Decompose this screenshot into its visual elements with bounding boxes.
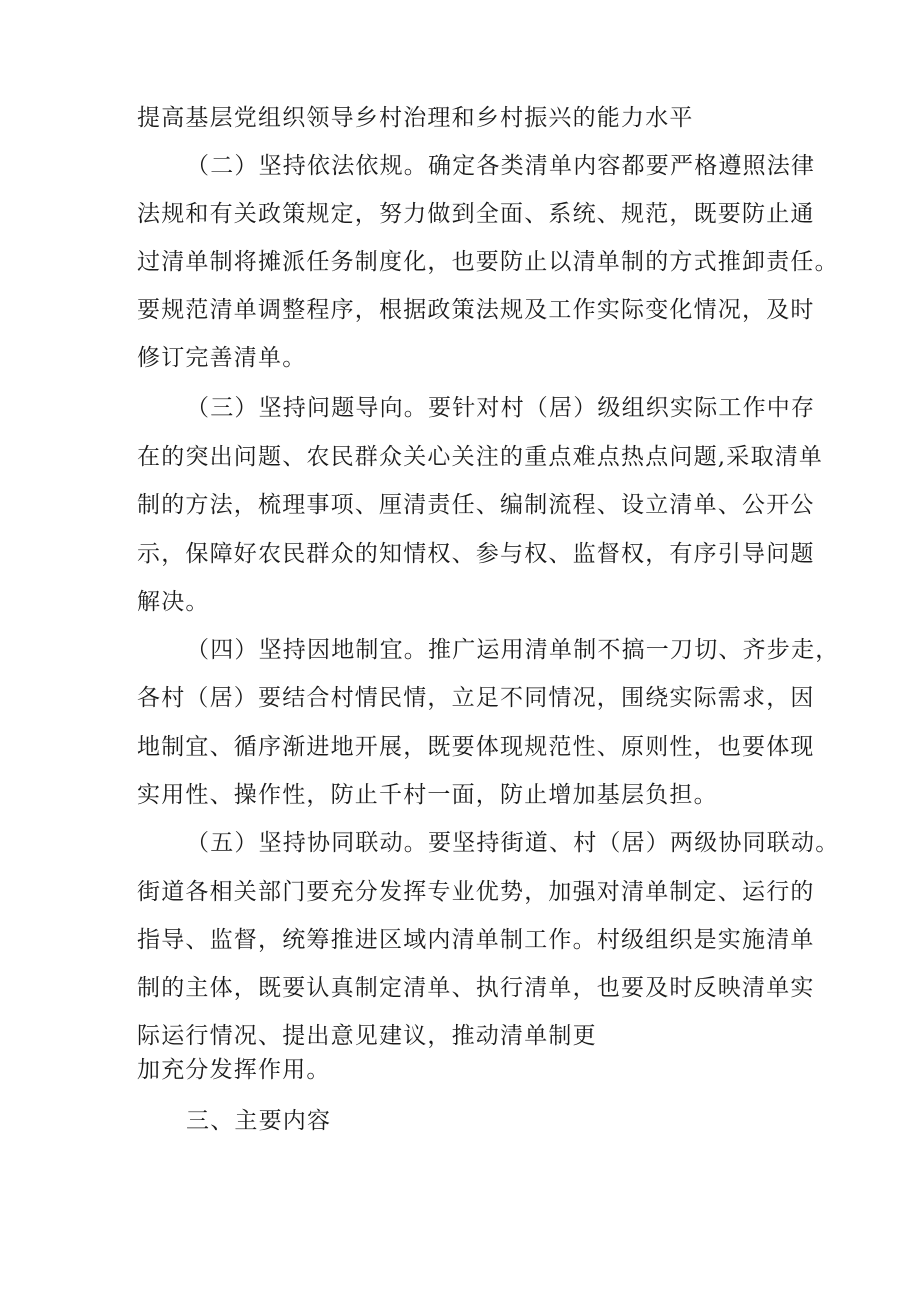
paragraph-5-line-2: 街道各相关部门要充分发挥专业优势，加强对清单制定、运行的 — [137, 879, 815, 905]
paragraph-3-line-3: 制的方法，梳理事项、厘清责任、编制流程、设立清单、公开公 — [137, 492, 815, 518]
paragraph-3-line-4: 示，保障好农民群众的知情权、参与权、监督权，有序引导问题 — [137, 541, 815, 567]
paragraph-1-line-1: 提高基层党组织领导乡村治理和乡村振兴的能力水平 — [137, 105, 694, 131]
section-heading-main-content: 三、主要内容 — [186, 1108, 332, 1134]
paragraph-5-line-3: 指导、监督，统筹推进区域内清单制工作。村级组织是实施清单 — [137, 927, 815, 953]
paragraph-5-line-5: 际运行情况、提出意见建议，推动清单制更 — [137, 1023, 597, 1049]
paragraph-2-line-2: 法规和有关政策规定，努力做到全面、系统、规范，既要防止通 — [137, 201, 815, 227]
paragraph-2-line-4: 要规范清单调整程序，根据政策法规及工作实际变化情况，及时 — [137, 297, 815, 323]
paragraph-4-line-3: 地制宜、循序渐进地开展，既要体现规范性、原则性，也要体现 — [137, 734, 815, 760]
paragraph-2-line-5: 修订完善清单。 — [137, 345, 307, 371]
paragraph-5-line-6: 加充分发挥作用。 — [137, 1057, 331, 1083]
paragraph-3-line-2: 在的突出问题、农民群众关心关注的重点难点热点问题,采取清单 — [137, 444, 824, 470]
paragraph-4-line-2: 各村（居）要结合村情民情，立足不同情况，围绕实际需求，因 — [137, 685, 815, 711]
paragraph-4-line-4: 实用性、操作性，防止千村一面，防止增加基层负担。 — [137, 782, 718, 808]
paragraph-5-line-4: 制的主体，既要认真制定清单、执行清单，也要及时反映清单实 — [137, 975, 815, 1001]
paragraph-5-line-1: （五）坚持协同联动。要坚持街道、村（居）两级协同联动。 — [186, 830, 840, 856]
paragraph-4-line-1: （四）坚持因地制宜。推广运用清单制不搞一刀切、齐步走， — [186, 637, 840, 663]
paragraph-2-line-1: （二）坚持依法依规。确定各类清单内容都要严格遵照法律 — [186, 153, 816, 179]
paragraph-2-line-3: 过清单制将摊派任务制度化，也要防止以清单制的方式推卸责任。 — [137, 249, 839, 275]
paragraph-3-line-5: 解决。 — [137, 589, 210, 615]
paragraph-3-line-1: （三）坚持问题导向。要针对村（居）级组织实际工作中存 — [186, 395, 816, 421]
